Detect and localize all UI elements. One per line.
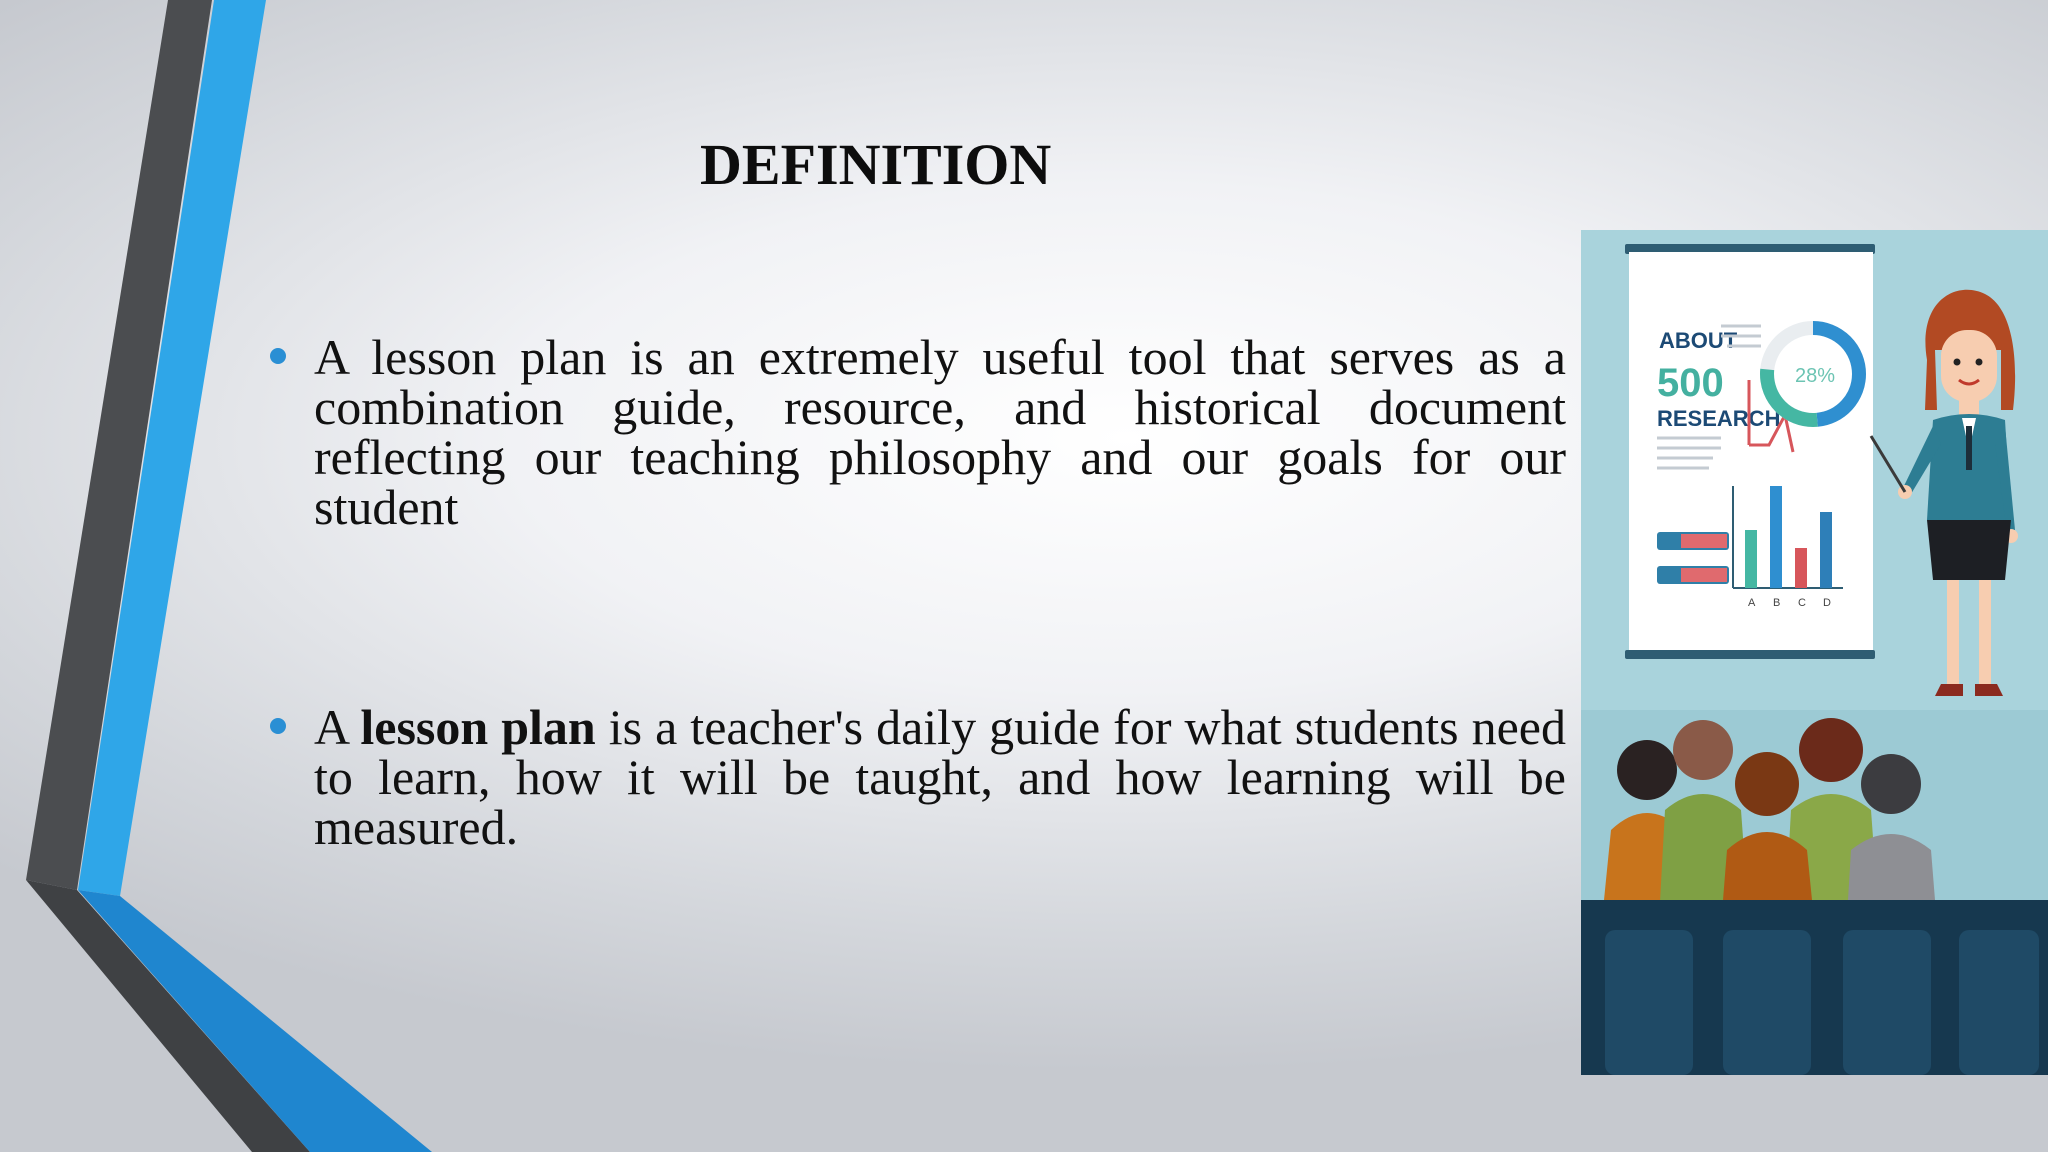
board-donut-value: 28% bbox=[1795, 365, 1836, 387]
dark-stripe-lower bbox=[26, 880, 310, 1152]
bullet-icon bbox=[270, 348, 286, 364]
board-bar bbox=[1770, 486, 1782, 588]
bullet-list-1 bbox=[262, 329, 1566, 535]
board-bar-label: A bbox=[1748, 597, 1756, 609]
bullet-text-1: A lesson plan is an extremely useful tool that serves as a combination guide, resource, and historical document reflecting our teaching philosophy and our goals for our student bbox=[314, 329, 1566, 535]
teacher-presenting-illustration-icon bbox=[1581, 230, 2048, 1075]
bullet-text-2-prefix: A bbox=[314, 699, 361, 755]
board-bar bbox=[1745, 530, 1757, 588]
slide-title: DEFINITION bbox=[700, 132, 1052, 197]
bullet-list-2 bbox=[262, 699, 1566, 855]
whiteboard bbox=[1629, 252, 1873, 650]
board-line-3: RESEARCH bbox=[1657, 406, 1781, 431]
board-bar-label: D bbox=[1823, 597, 1831, 609]
board-tag-fill bbox=[1681, 534, 1727, 548]
board-bar-label: B bbox=[1773, 597, 1781, 609]
bullet-text-2-suffix: is a teacher's daily guide for what students need to learn, how it will be taught, and how learning will be measured. bbox=[314, 699, 1566, 855]
board-bar bbox=[1795, 548, 1807, 588]
bullet-item-1 bbox=[262, 329, 1566, 535]
bullet-item-2 bbox=[262, 699, 1566, 855]
board-number: 500 bbox=[1657, 361, 1724, 405]
board-bar-label: C bbox=[1798, 597, 1806, 609]
board-line-1: ABOUT bbox=[1659, 328, 1738, 353]
bullet-icon bbox=[270, 718, 286, 734]
board-tag-fill bbox=[1681, 568, 1727, 582]
board-bar bbox=[1820, 512, 1832, 588]
bullet-text-2-bold: lesson plan bbox=[360, 699, 596, 755]
board-bottom-bar bbox=[1625, 650, 1875, 659]
